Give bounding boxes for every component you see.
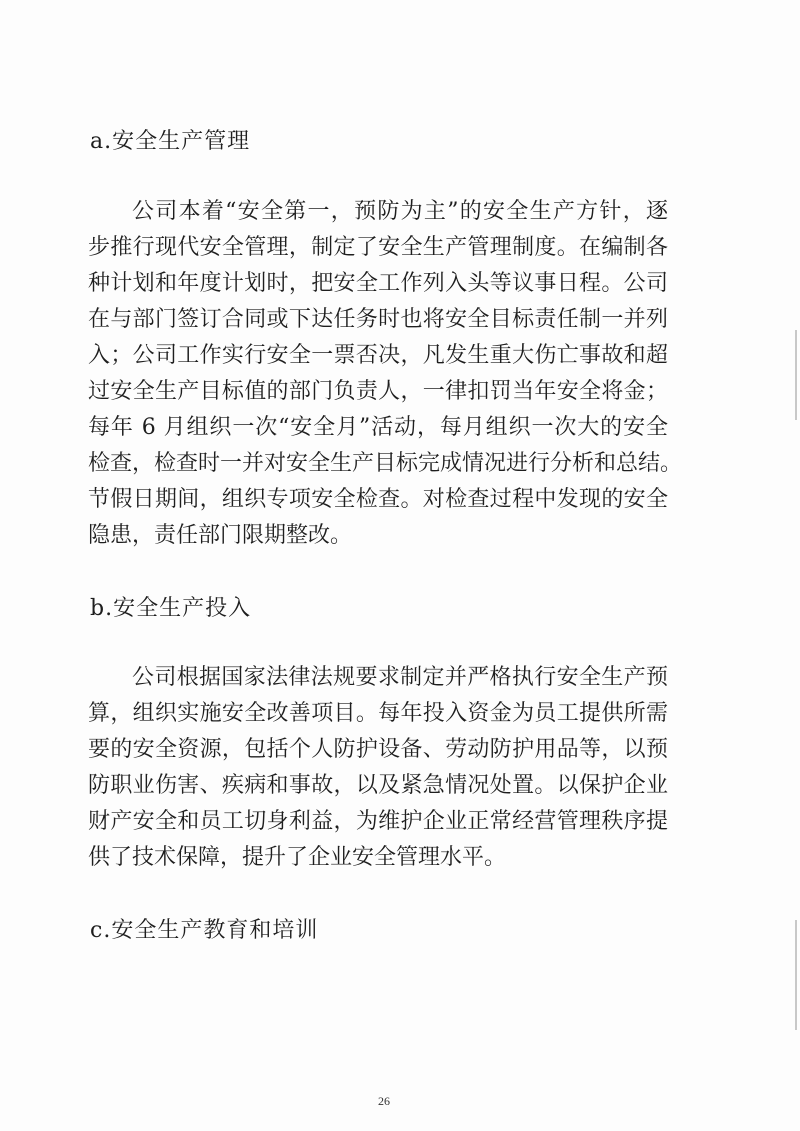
paragraph-b-line: 要的安全资源，包括个人防护设备、劳动防护用品等，以预 [88, 737, 668, 762]
paragraph-a-line: 在与部门签订合同或下达任务时也将安全目标责任制一并列 [88, 307, 668, 332]
paragraph-a-line: 种计划和年度计划时，把安全工作列入头等议事日程。公司 [88, 271, 668, 296]
section-heading-c: c.安全生产教育和培训 [90, 918, 319, 943]
paragraph-a-line: 步推行现代安全管理，制定了安全生产管理制度。在编制各 [88, 235, 668, 260]
paragraph-a-line: 过安全生产目标值的部门负责人，一律扣罚当年安全将金； [88, 379, 668, 404]
paragraph-a-line: 节假日期间，组织专项安全检查。对检查过程中发现的安全 [88, 487, 668, 512]
paragraph-b-line: 算，组织实施安全改善项目。每年投入资金为员工提供所需 [88, 701, 668, 726]
paragraph-a-line: 每年 6 月组织一次“安全月”活动，每月组织一次大的安全 [88, 415, 668, 440]
scan-edge-mark [795, 920, 797, 1030]
paragraph-a-line: 检查，检查时一并对安全生产目标完成情况进行分析和总结。 [88, 451, 683, 476]
page-number: 26 [378, 1094, 390, 1108]
paragraph-b-line: 防职业伤害、疾病和事故，以及紧急情况处置。以保护企业 [88, 773, 668, 798]
paragraph-b-line: 财产安全和员工切身利益，为维护企业正常经营管理秩序提 [88, 809, 668, 834]
section-heading-a: a.安全生产管理 [90, 129, 251, 154]
paragraph-a-line: 入；公司工作实行安全一票否决，凡发生重大伤亡事故和超 [88, 343, 668, 368]
scan-edge-mark [795, 330, 797, 420]
section-heading-b: b.安全生产投入 [90, 596, 252, 621]
paragraph-b-line: 公司根据国家法律法规要求制定并严格执行安全生产预 [132, 665, 668, 690]
paragraph-b-line: 供了技术保障，提升了企业安全管理水平。 [88, 845, 507, 870]
paragraph-a-line: 公司本着“安全第一，预防为主”的安全生产方针，逐 [132, 199, 668, 224]
paragraph-a-line: 隐患，责任部门限期整改。 [88, 523, 353, 548]
